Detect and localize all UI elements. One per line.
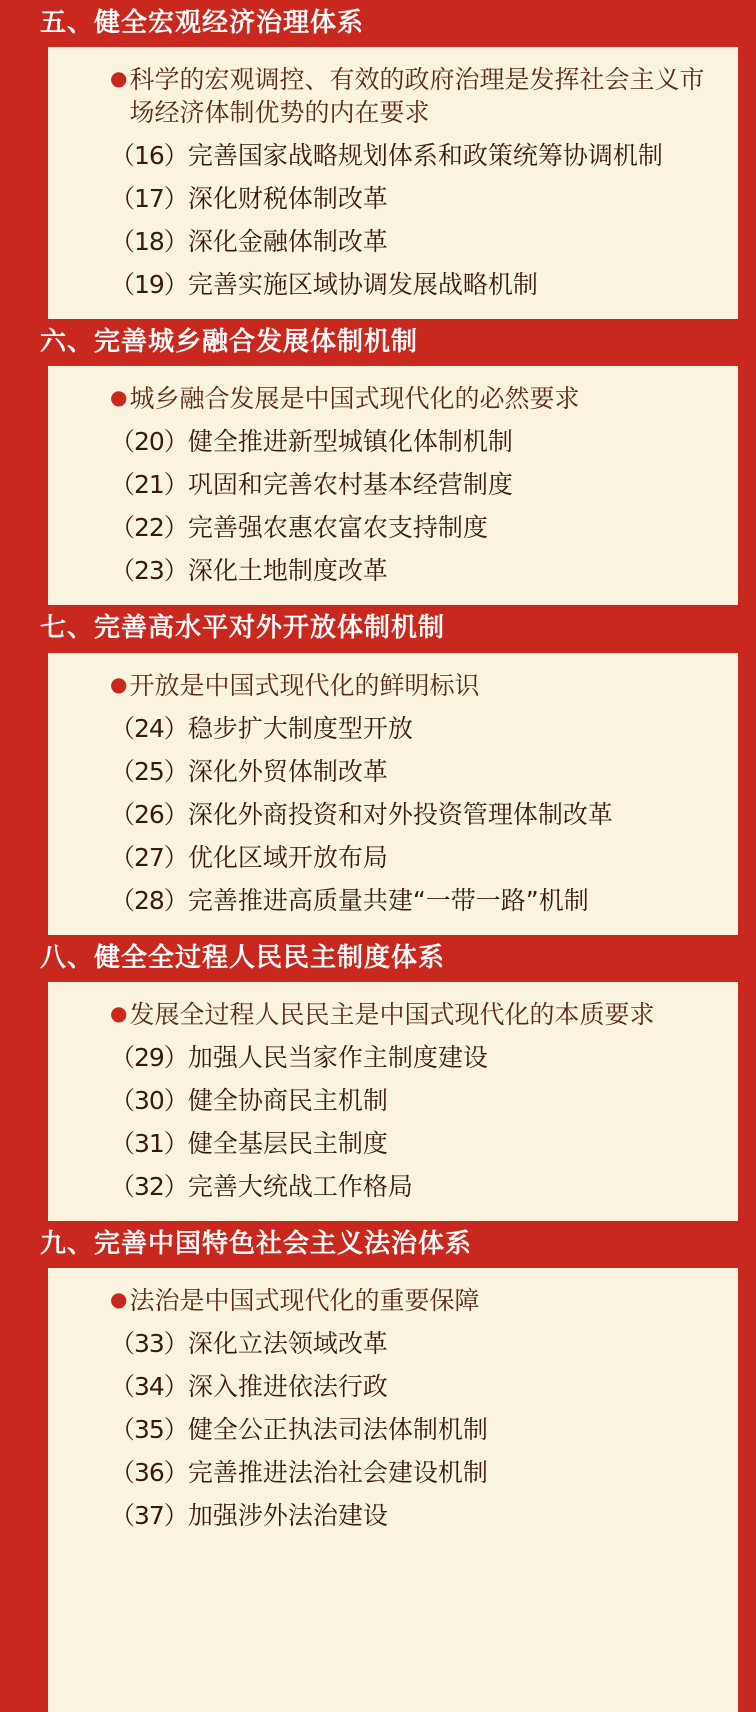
item-text: 完善大统战工作格局	[187, 1171, 413, 1201]
item-text: 完善强农惠农富农支持制度	[187, 513, 488, 543]
numbered-item	[74, 139, 722, 172]
numbered-item	[74, 1127, 722, 1160]
item-text: 健全协商民主机制	[187, 1085, 388, 1115]
item-number: （27）	[110, 842, 188, 872]
item-number: （33）	[110, 1328, 188, 1358]
document-section	[40, 605, 738, 934]
item-number: （25）	[110, 756, 188, 786]
bullet-item	[74, 382, 722, 415]
item-text: 深化外贸体制改革	[187, 756, 388, 786]
section-item-list	[48, 47, 738, 319]
item-number: （35）	[110, 1414, 188, 1444]
bullet-dot-icon: ●	[110, 1000, 128, 1025]
section-header: 八、健全全过程人民民主制度体系	[18, 935, 738, 982]
item-text: 法治是中国式现代化的重要保障	[129, 1285, 480, 1315]
item-text: 深化外商投资和对外投资管理体制改革	[187, 799, 613, 829]
document-section	[40, 935, 738, 1221]
numbered-item	[74, 268, 722, 301]
bullet-item	[74, 1284, 722, 1317]
item-number: （18）	[110, 227, 188, 257]
numbered-item	[74, 1413, 722, 1446]
item-number: （17）	[110, 184, 188, 214]
numbered-item	[74, 1370, 722, 1403]
item-text: 完善推进法治社会建设机制	[187, 1457, 488, 1487]
item-text: 加强人民当家作主制度建设	[187, 1042, 488, 1072]
section-header: 六、完善城乡融合发展体制机制	[18, 319, 738, 366]
item-text: 完善实施区域协调发展战略机制	[187, 270, 538, 300]
document-section	[40, 319, 738, 605]
item-number: （22）	[110, 513, 188, 543]
section-header: 七、完善高水平对外开放体制机制	[18, 605, 738, 652]
item-number: （30）	[110, 1085, 188, 1115]
numbered-item	[74, 1499, 722, 1532]
item-text: 深入推进依法行政	[187, 1371, 388, 1401]
item-text: 健全基层民主制度	[187, 1128, 388, 1158]
item-text: 科学的宏观调控、有效的政府治理是发挥社会主义市场经济体制优势的内在要求	[129, 65, 705, 128]
bullet-dot-icon: ●	[110, 385, 128, 410]
item-number: （23）	[110, 556, 188, 586]
bullet-item	[74, 63, 722, 129]
item-text: 城乡融合发展是中国式现代化的必然要求	[129, 384, 580, 414]
bullet-dot-icon: ●	[110, 66, 128, 91]
item-number: （21）	[110, 470, 188, 500]
item-text: 完善推进高质量共建“一带一路”机制	[187, 885, 589, 915]
section-header: 九、完善中国特色社会主义法治体系	[18, 1221, 738, 1268]
item-number: （36）	[110, 1457, 188, 1487]
numbered-item	[74, 511, 722, 544]
item-text: 开放是中国式现代化的鲜明标识	[129, 670, 480, 700]
numbered-item	[74, 712, 722, 745]
numbered-item	[74, 425, 722, 458]
item-text: 发展全过程人民民主是中国式现代化的本质要求	[129, 999, 655, 1029]
item-text: 健全公正执法司法体制机制	[187, 1414, 488, 1444]
item-number: （20）	[110, 427, 188, 457]
numbered-item	[74, 468, 722, 501]
item-text: 健全推进新型城镇化体制机制	[187, 427, 513, 457]
item-number: （29）	[110, 1042, 188, 1072]
numbered-item	[74, 1170, 722, 1203]
section-item-list	[48, 366, 738, 605]
numbered-item	[74, 225, 722, 258]
numbered-item	[74, 755, 722, 788]
bullet-dot-icon: ●	[110, 1286, 128, 1311]
item-text: 巩固和完善农村基本经营制度	[187, 470, 513, 500]
section-item-list	[48, 1268, 738, 1550]
numbered-item	[74, 554, 722, 587]
document-section	[40, 1221, 738, 1550]
content-sheet	[40, 0, 738, 1712]
item-number: （26）	[110, 799, 188, 829]
item-text: 深化财税体制改革	[187, 184, 388, 214]
numbered-item	[74, 841, 722, 874]
item-text: 深化土地制度改革	[187, 556, 388, 586]
item-number: （16）	[110, 141, 188, 171]
numbered-item	[74, 798, 722, 831]
numbered-item	[74, 182, 722, 215]
item-number: （32）	[110, 1171, 188, 1201]
item-number: （31）	[110, 1128, 188, 1158]
section-header: 五、健全宏观经济治理体系	[18, 0, 738, 47]
document-section	[40, 0, 738, 319]
item-text: 完善国家战略规划体系和政策统筹协调机制	[187, 141, 663, 171]
section-item-list	[48, 653, 738, 935]
numbered-item	[74, 1456, 722, 1489]
item-number: （19）	[110, 270, 188, 300]
bullet-item	[74, 669, 722, 702]
item-text: 优化区域开放布局	[187, 842, 388, 872]
item-number: （34）	[110, 1371, 188, 1401]
section-item-list	[48, 982, 738, 1221]
numbered-item	[74, 1041, 722, 1074]
item-text: 加强涉外法治建设	[187, 1500, 388, 1530]
numbered-item	[74, 1084, 722, 1117]
item-number: （24）	[110, 713, 188, 743]
item-number: （37）	[110, 1500, 188, 1530]
item-number: （28）	[110, 885, 188, 915]
numbered-item	[74, 1327, 722, 1360]
item-text: 深化金融体制改革	[187, 227, 388, 257]
bullet-dot-icon: ●	[110, 671, 128, 696]
numbered-item	[74, 884, 722, 917]
item-text: 稳步扩大制度型开放	[187, 713, 413, 743]
item-text: 深化立法领域改革	[187, 1328, 388, 1358]
bullet-item	[74, 998, 722, 1031]
